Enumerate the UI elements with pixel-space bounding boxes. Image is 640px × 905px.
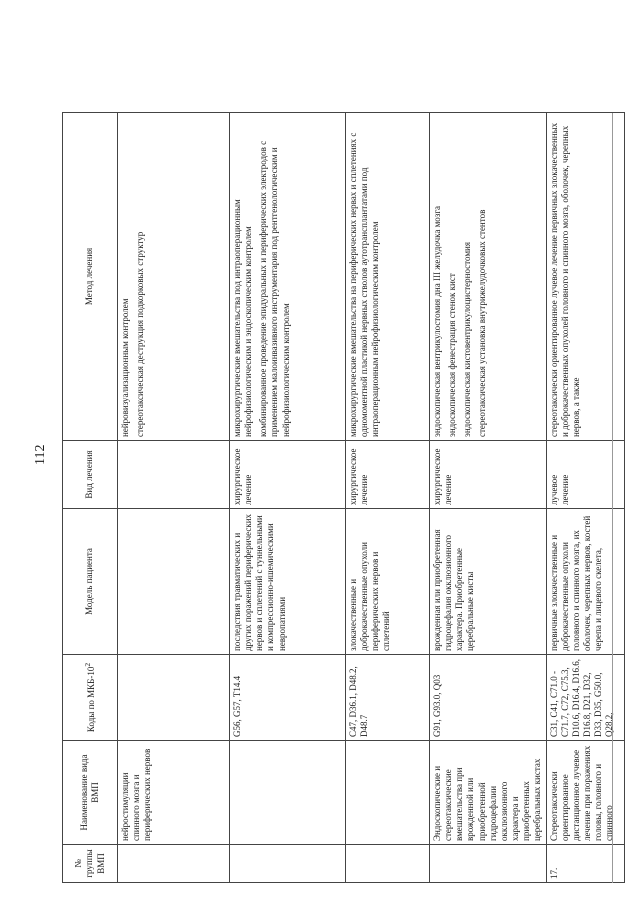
method-text: комбинированное проведение эпидуральных и периферических электродов с применением малоинвазивного инструментария под рентгенологическим и нейрофизиологическим контролем — [258, 140, 291, 437]
cell-method — [230, 113, 346, 441]
header-codes — [63, 655, 118, 741]
treatment-table — [62, 112, 625, 883]
cell-codes: G56, G57, T14.4 — [230, 655, 346, 741]
cell-method — [430, 113, 547, 441]
cell-codes: C47, D36.1, D48.2, D48.7 — [346, 655, 430, 741]
table-row — [118, 113, 230, 883]
cell-codes: G91, G93.0, Q03 — [430, 655, 547, 741]
method-text: стереотаксическая деструкция подкорковых структур — [135, 231, 146, 437]
page-number: 112 — [33, 444, 48, 465]
cell-type — [118, 441, 230, 509]
cell-method — [346, 113, 430, 441]
method-text: нейровизуализационным контролем — [120, 298, 130, 437]
cell-method — [118, 113, 230, 441]
cell-model: последствия травматических и других поражений периферических нервов и сплетений с туннельными и компрессионно-ишемическими невропатиями — [230, 509, 346, 655]
cell-name: Эндоскопические и стереотаксические вмешательства при врожденной или приобретенной гидроцефалии окклюзионного характера и приобретенных церебральных кистах — [430, 741, 547, 845]
cell-group — [346, 845, 430, 883]
method-text: стереотаксическая установка внутрижелудочковых стентов — [477, 209, 488, 437]
method-text: эндоскопическая фенестрация стенок кист — [447, 273, 458, 437]
method-text: микрохирургические вмешательства на периферических нервах и сплетениях с одномоментной пластикой нервных стволов аутотрансплантатами под интраоперационным нейрофизиологическим контролем — [348, 132, 381, 437]
header-method: Метод лечения — [63, 113, 118, 441]
cell-model: первичные злокачественные и доброкачественные опухоли головного и спинного мозга, их оболочек, черепных нервов, костей черепа и лицевого скелета, — [546, 509, 624, 655]
header-name: Наименование вида ВМП — [63, 741, 118, 845]
cell-group — [430, 845, 547, 883]
cell-name — [230, 741, 346, 845]
header-group: № группы ВМП — [63, 845, 118, 883]
method-text: эндоскопическая кистовентрикулоцистерностомия — [462, 242, 473, 437]
header-type: Вид лечения — [63, 441, 118, 509]
cell-name: нейростимуляции спинного мозга и периферических нервов — [118, 741, 230, 845]
header-codes-footnote: 2 — [82, 662, 92, 667]
cell-group — [118, 845, 230, 883]
cell-codes — [118, 655, 230, 741]
cell-name — [346, 741, 430, 845]
table-row — [346, 113, 430, 883]
cell-type: хирургическое лечение — [430, 441, 547, 509]
cell-model — [118, 509, 230, 655]
page-bottom-rule — [612, 113, 613, 883]
cell-model: злокачественные и доброкачественные опухоли периферических нервов и сплетений — [346, 509, 430, 655]
cell-model: врожденная или приобретенная гидроцефалия окклюзионного характера. Приобретенные церебральные кисты — [430, 509, 547, 655]
header-codes-text: Коды по МКБ-10 — [85, 666, 96, 733]
cell-group: 17. — [546, 845, 624, 883]
method-text: микрохирургические вмешательства под интраоперационным нейрофизиологическим и эндоскопическим контролем — [232, 199, 254, 437]
method-text: стереотаксически ориентированное лучевое лечение первичных злокачественных и доброкачественных опухолей головного и спинного мозга, оболочек, черепных нервов, а также — [548, 122, 581, 437]
table-row — [230, 113, 346, 883]
header-model: Модель пациента — [63, 509, 118, 655]
cell-type: хирургическое лечение — [346, 441, 430, 509]
method-text: эндоскопическая вентрикулостомия дна III желудочка мозга — [432, 205, 442, 437]
table-header-row — [63, 113, 118, 883]
cell-type: хирургическое лечение — [230, 441, 346, 509]
cell-type: лучевое лечение — [546, 441, 624, 509]
cell-codes: C31, C41, C71.0 - C71.7, C72, C75.3, D10.6, D16.4, D16.6, D16.8, D21, D32, D33, D35, G50.0, Q28.2, — [546, 655, 624, 741]
table-row — [430, 113, 547, 883]
cell-name: Стереотаксически ориентированное дистанционное лучевое лечение при поражениях головы, головного и спинного — [546, 741, 624, 845]
cell-group — [230, 845, 346, 883]
